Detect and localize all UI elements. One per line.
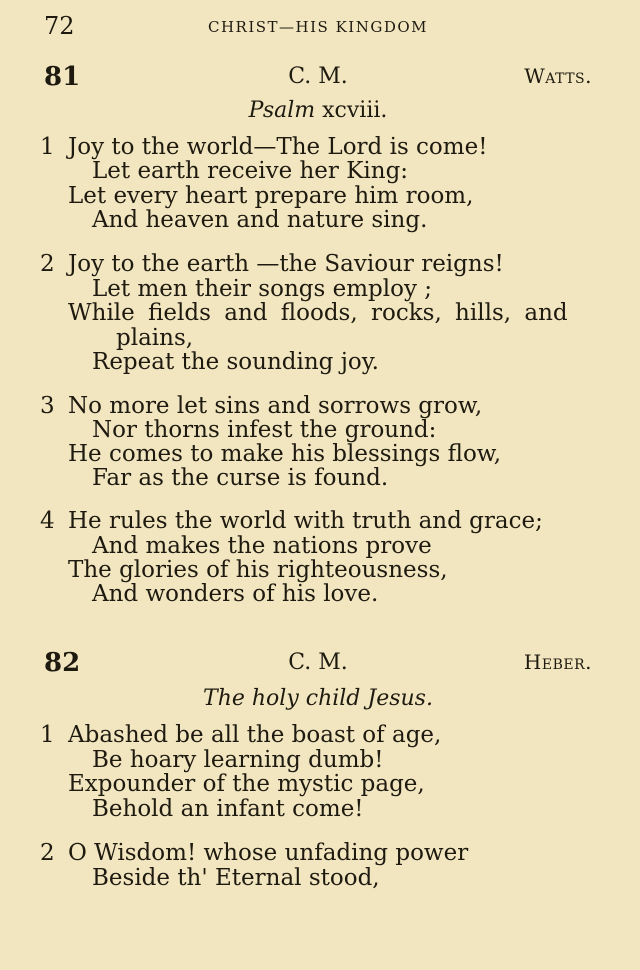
verse-line: Expounder of the mystic page, — [68, 771, 425, 797]
verse-number: 1 — [40, 722, 55, 748]
verse-line: Let earth receive her King: — [92, 158, 409, 184]
verse-line: Let men their songs employ ; — [92, 276, 433, 302]
verse-line: Far as the curse is found. — [92, 465, 389, 491]
running-head — [44, 12, 592, 40]
hymn-meter: C. M. — [288, 64, 348, 89]
verse-number: 2 — [40, 251, 55, 277]
hymn-meter: C. M. — [288, 650, 348, 675]
subtitle-roman: xcviii. — [322, 98, 388, 123]
verse-line: plains, — [116, 325, 194, 351]
running-title: CHRIST—HIS KINGDOM — [207, 18, 429, 36]
hymn-81-header — [44, 62, 592, 96]
verse-line: Let every heart prepare him room, — [68, 183, 474, 209]
hymn-author: Heber. — [523, 650, 592, 674]
hymn-number: 82 — [44, 648, 81, 678]
verse-line: The glories of his righteousness, — [68, 557, 448, 583]
verse-line: Nor thorns infest the ground: — [92, 417, 437, 443]
verse-line: While fields and floods, rocks, hills, and — [68, 300, 568, 326]
verse-line: And heaven and nature sing. — [92, 207, 428, 233]
verse-line: He rules the world with truth and grace; — [68, 508, 543, 534]
verse-number: 3 — [40, 393, 55, 419]
verse-line: Beside th' Eternal stood, — [92, 865, 380, 891]
verse-number: 1 — [40, 134, 55, 160]
verse-line: O Wisdom! whose unfading power — [68, 840, 469, 866]
verse-line: No more let sins and sorrows grow, — [68, 393, 483, 419]
verse-line: And wonders of his love. — [92, 581, 379, 607]
verse-line: Behold an infant come! — [92, 796, 364, 822]
hymn-author: Watts. — [524, 64, 592, 88]
verse-line: Joy to the earth —the Saviour reigns! — [68, 251, 504, 277]
subtitle-italic: Psalm — [248, 98, 316, 123]
verse-line: Abashed be all the boast of age, — [68, 722, 442, 748]
verse-number: 2 — [40, 840, 55, 866]
verse-number: 4 — [40, 508, 55, 534]
hymn-subtitle: The holy child Jesus. — [203, 686, 433, 711]
hymn-82-header — [44, 648, 592, 682]
verse-line: Be hoary learning dumb! — [92, 747, 384, 773]
verse-line: He comes to make his blessings flow, — [68, 441, 502, 467]
verse-line: Joy to the world—The Lord is come! — [68, 134, 488, 160]
verse-line: And makes the nations prove — [92, 533, 432, 559]
hymn-subtitle — [44, 98, 592, 123]
verse-line: Repeat the sounding joy. — [92, 349, 379, 375]
page-number: 72 — [44, 12, 75, 40]
hymn-number: 81 — [44, 62, 81, 92]
